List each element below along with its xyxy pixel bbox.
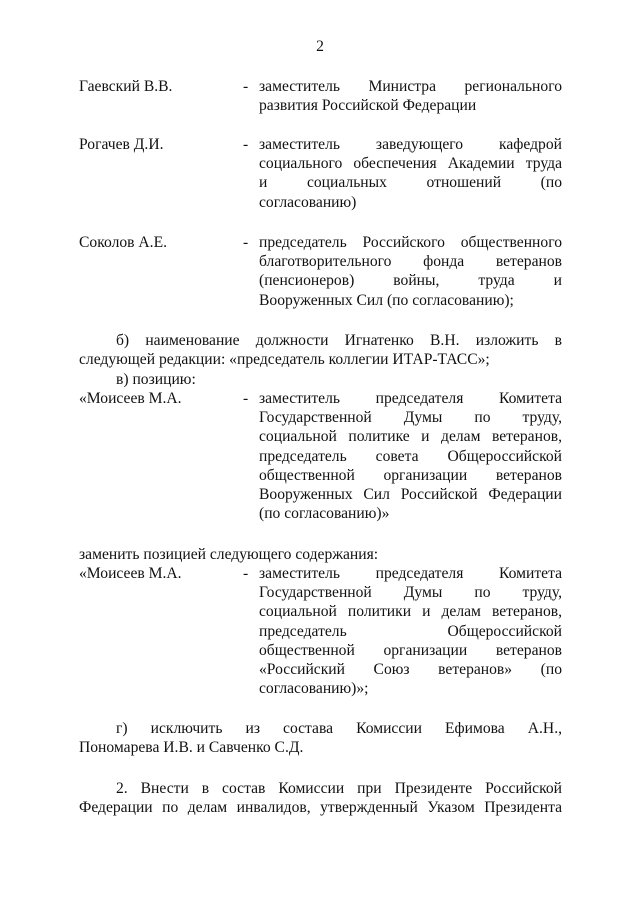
position-line: и социальных отношений (по — [259, 174, 562, 192]
member-name: «Моисеев М.А. — [79, 565, 182, 582]
paragraph-v — [79, 370, 562, 389]
position-line: согласованию) — [259, 193, 357, 211]
position-line: социальной политики и делам ветеранов, — [259, 603, 562, 621]
position-line: «Российский Союз ветеранов» (по — [259, 661, 562, 679]
dash-separator: - — [243, 234, 249, 251]
page-number: 2 — [316, 38, 324, 55]
member-position — [259, 389, 562, 523]
member-name: Гаевский В.В. — [79, 78, 173, 95]
position-line: заместитель заведующего кафедрой — [259, 136, 562, 153]
position-line: (по согласованию)» — [259, 505, 390, 523]
position-line: председатель совета Общероссийской — [259, 447, 562, 465]
paragraph-g — [79, 719, 562, 757]
paragraph-line: следующей редакции: «председатель коллегии ИТАР-ТАСС»; — [79, 351, 490, 369]
position-line: развития Российской Федерации — [259, 97, 477, 115]
paragraph-line: 2. Внести в состав Комиссии при Президенте Российской — [116, 780, 562, 797]
paragraph-line: Пономарева И.В. и Савченко С.Д. — [79, 739, 304, 757]
position-line: заместитель председателя Комитета — [259, 390, 562, 407]
position-line: согласованию)»; — [259, 680, 369, 698]
position-line: общественной организации ветеранов — [259, 466, 562, 484]
paragraph-replace — [79, 545, 562, 564]
dash-separator: - — [243, 390, 249, 407]
member-position — [259, 233, 562, 310]
member-name: Рогачев Д.И. — [79, 136, 164, 153]
dash-separator: - — [243, 565, 249, 582]
position-line: Вооруженных Сил Российской Федерации — [259, 486, 562, 504]
member-name: Соколов А.Е. — [79, 234, 167, 251]
position-line: председатель Общероссийской — [259, 622, 562, 640]
paragraph-line: в) позицию: — [116, 371, 196, 388]
dash-separator: - — [243, 78, 249, 95]
paragraph-line: Федерации по делам инвалидов, утвержденный Указом Президента — [79, 799, 562, 817]
member-position — [259, 564, 562, 698]
paragraph-b — [79, 331, 562, 369]
paragraph-line: б) наименование должности Игнатенко В.Н. изложить в — [116, 332, 562, 349]
position-line: заместитель Министра регионального — [259, 78, 562, 95]
position-line: Государственной Думы по труду, — [259, 409, 562, 427]
position-line: Вооруженных Сил (по согласованию); — [259, 291, 514, 309]
position-line: заместитель председателя Комитета — [259, 565, 562, 582]
member-position — [259, 135, 562, 212]
position-line: (пенсионеров) войны, труда и — [259, 272, 562, 290]
paragraph-2 — [79, 779, 562, 817]
position-line: социального обеспечения Академии труда — [259, 155, 562, 173]
position-line: председатель Российского общественного — [259, 234, 562, 251]
member-name: «Моисеев М.А. — [79, 390, 182, 407]
member-position — [259, 77, 562, 115]
dash-separator: - — [243, 136, 249, 153]
position-line: благотворительного фонда ветеранов — [259, 253, 562, 271]
position-line: социальной политике и делам ветеранов, — [259, 428, 562, 446]
position-line: Государственной Думы по труду, — [259, 584, 562, 602]
position-line: общественной организации ветеранов — [259, 641, 562, 659]
paragraph-line: г) исключить из состава Комиссии Ефимова А.Н., — [116, 720, 562, 737]
paragraph-line: заменить позицией следующего содержания: — [79, 546, 379, 563]
